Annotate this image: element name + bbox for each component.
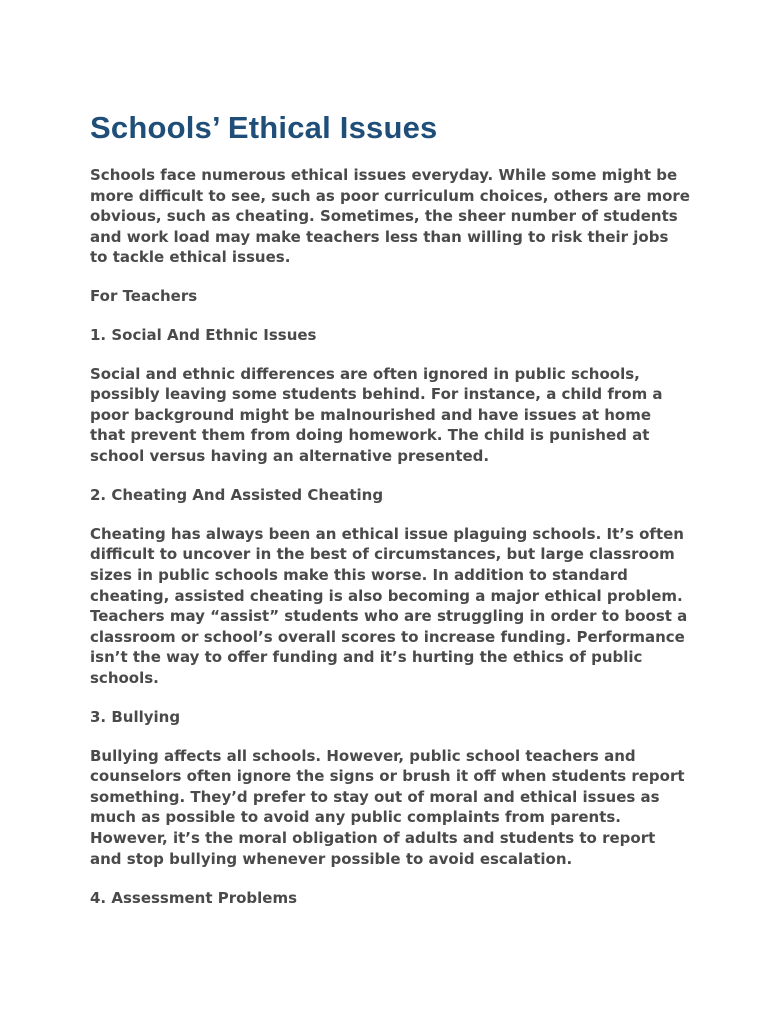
- document-page: [90, 108, 690, 926]
- paragraph-bullying: Bullying affects all schools. However, public school teachers and counselors often ignore the signs or brush it off when students report something. They’d prefer to stay out of moral and ethical issues as much as possible to avoid any public complaints from parents. However, it’s the moral obligation of adults and students to report and stop bullying whenever possible to avoid escalation.: [90, 746, 685, 868]
- section-heading-for-teachers: For Teachers: [90, 287, 198, 306]
- intro-paragraph: Schools face numerous ethical issues everyday. While some might be more difficult to see, such as poor curriculum choices, others are more obvious, such as cheating. Sometimes, the sheer number of students and work load may make teachers less than willing to risk their jobs to tackle ethical issues.: [90, 166, 690, 267]
- subheading-assessment-problems: 4. Assessment Problems: [90, 888, 298, 907]
- subheading-cheating: 2. Cheating And Assisted Cheating: [90, 486, 384, 505]
- paragraph-social-ethnic: Social and ethnic differences are often ignored in public schools, possibly leaving some students behind. For instance, a child from a poor background might be malnourished and have issues at home that prevent them from doing homework. The child is punished at school versus having an alternative presented.: [90, 364, 663, 466]
- paragraph-cheating: Cheating has always been an ethical issue plaguing schools. It’s often difficult to uncover in the best of circumstances, but large classroom sizes in public schools make this worse. In addition to standard cheating, assisted cheating is also becoming a major ethical problem. Teachers may “assist” students who are struggling in order to boost a classroom or school’s overall scores to increase funding. Performance isn’t the way to offer funding and it’s hurting the ethics of public schools.: [90, 524, 688, 687]
- subheading-social-ethnic-issues: 1. Social And Ethnic Issues: [90, 326, 317, 345]
- page-title: Schools’ Ethical Issues: [90, 110, 438, 145]
- subheading-bullying: 3. Bullying: [90, 707, 181, 726]
